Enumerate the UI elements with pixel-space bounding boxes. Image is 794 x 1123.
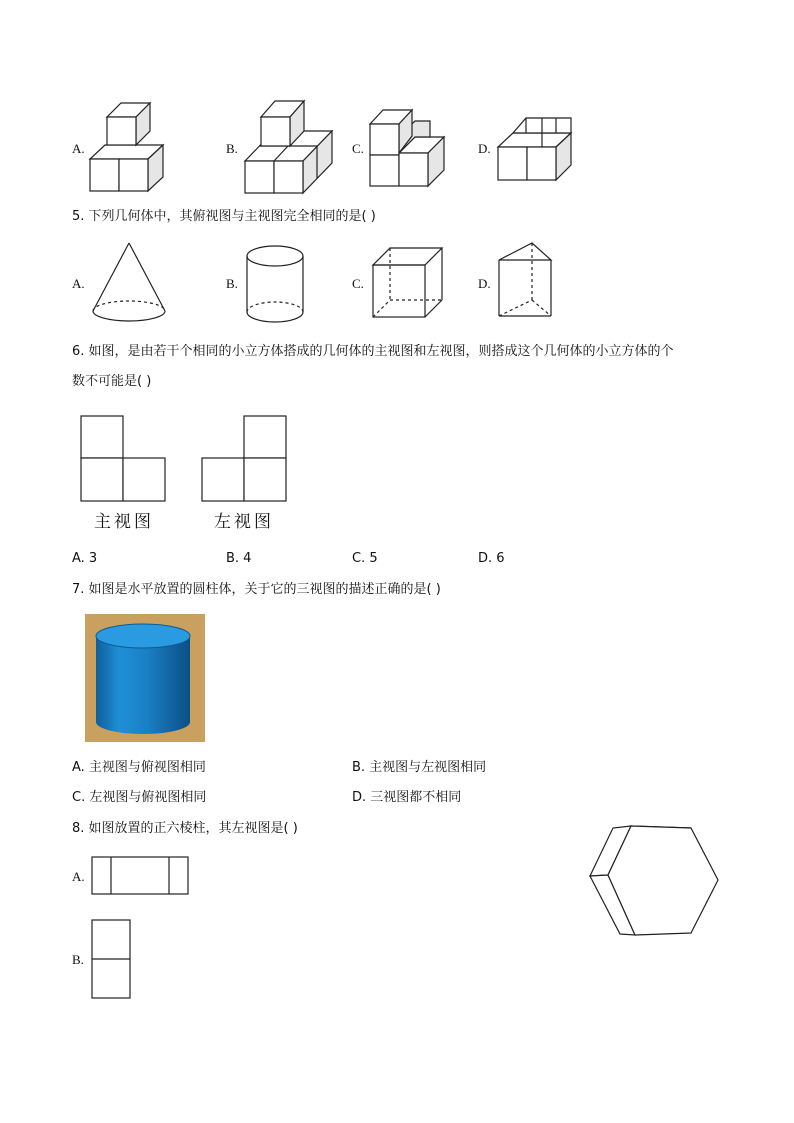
q8-hexagonal-prism-figure [587, 824, 723, 938]
q5-prism-figure [498, 242, 556, 320]
row1-option-b-label: B. [226, 141, 238, 156]
q6-left-view [201, 415, 289, 503]
q6-front-view [80, 415, 168, 503]
q5-option-c-label: C. [352, 276, 364, 291]
q6-option-b: B. 4 [226, 551, 252, 566]
q6-option-d: D. 6 [478, 551, 505, 566]
q5-cone-figure [90, 240, 170, 326]
q7-cylinder-photo [85, 614, 205, 742]
row1-figure-a [88, 100, 168, 194]
row1-figure-d [496, 116, 576, 184]
row1-option-c-label: C. [352, 141, 364, 156]
q6-stem-line2: 数不可能是( ) [72, 374, 152, 389]
q6-left-caption: 左视图 [214, 512, 274, 532]
q7-option-c: C. 左视图与俯视图相同 [72, 790, 207, 805]
q7-stem: 7. 如图是水平放置的圆柱体，关于它的三视图的描述正确的是( ) [72, 582, 441, 597]
q6-option-c: C. 5 [352, 551, 378, 566]
row1-option-d-label: D. [478, 141, 491, 156]
row1-figure-c [368, 108, 448, 190]
q5-cube-figure [372, 247, 446, 321]
q5-cylinder-figure [246, 244, 308, 326]
q7-option-d: D. 三视图都不相同 [352, 790, 462, 805]
q8-stem: 8. 如图放置的正六棱柱，其左视图是( ) [72, 821, 298, 836]
q8-option-b-label: B. [72, 952, 84, 967]
q5-option-a-label: A. [72, 276, 85, 291]
q6-stem-line1: 6. 如图，是由若干个相同的小立方体搭成的几何体的主视图和左视图，则搭成这个几何体的小立方体的个 [72, 344, 674, 359]
q5-stem: 5. 下列几何体中，其俯视图与主视图完全相同的是( ) [72, 209, 376, 224]
row1-figure-b [243, 98, 335, 196]
row1-option-a-label: A. [72, 141, 85, 156]
q8-option-a-label: A. [72, 869, 85, 884]
q8-option-b-figure [91, 919, 133, 1001]
q8-option-a-figure [91, 856, 191, 896]
q6-option-a: A. 3 [72, 551, 98, 566]
q7-option-a: A. 主视图与俯视图相同 [72, 760, 206, 775]
q5-option-d-label: D. [478, 276, 491, 291]
q6-front-caption: 主视图 [94, 512, 154, 532]
q5-option-b-label: B. [226, 276, 238, 291]
q7-option-b: B. 主视图与左视图相同 [352, 760, 487, 775]
